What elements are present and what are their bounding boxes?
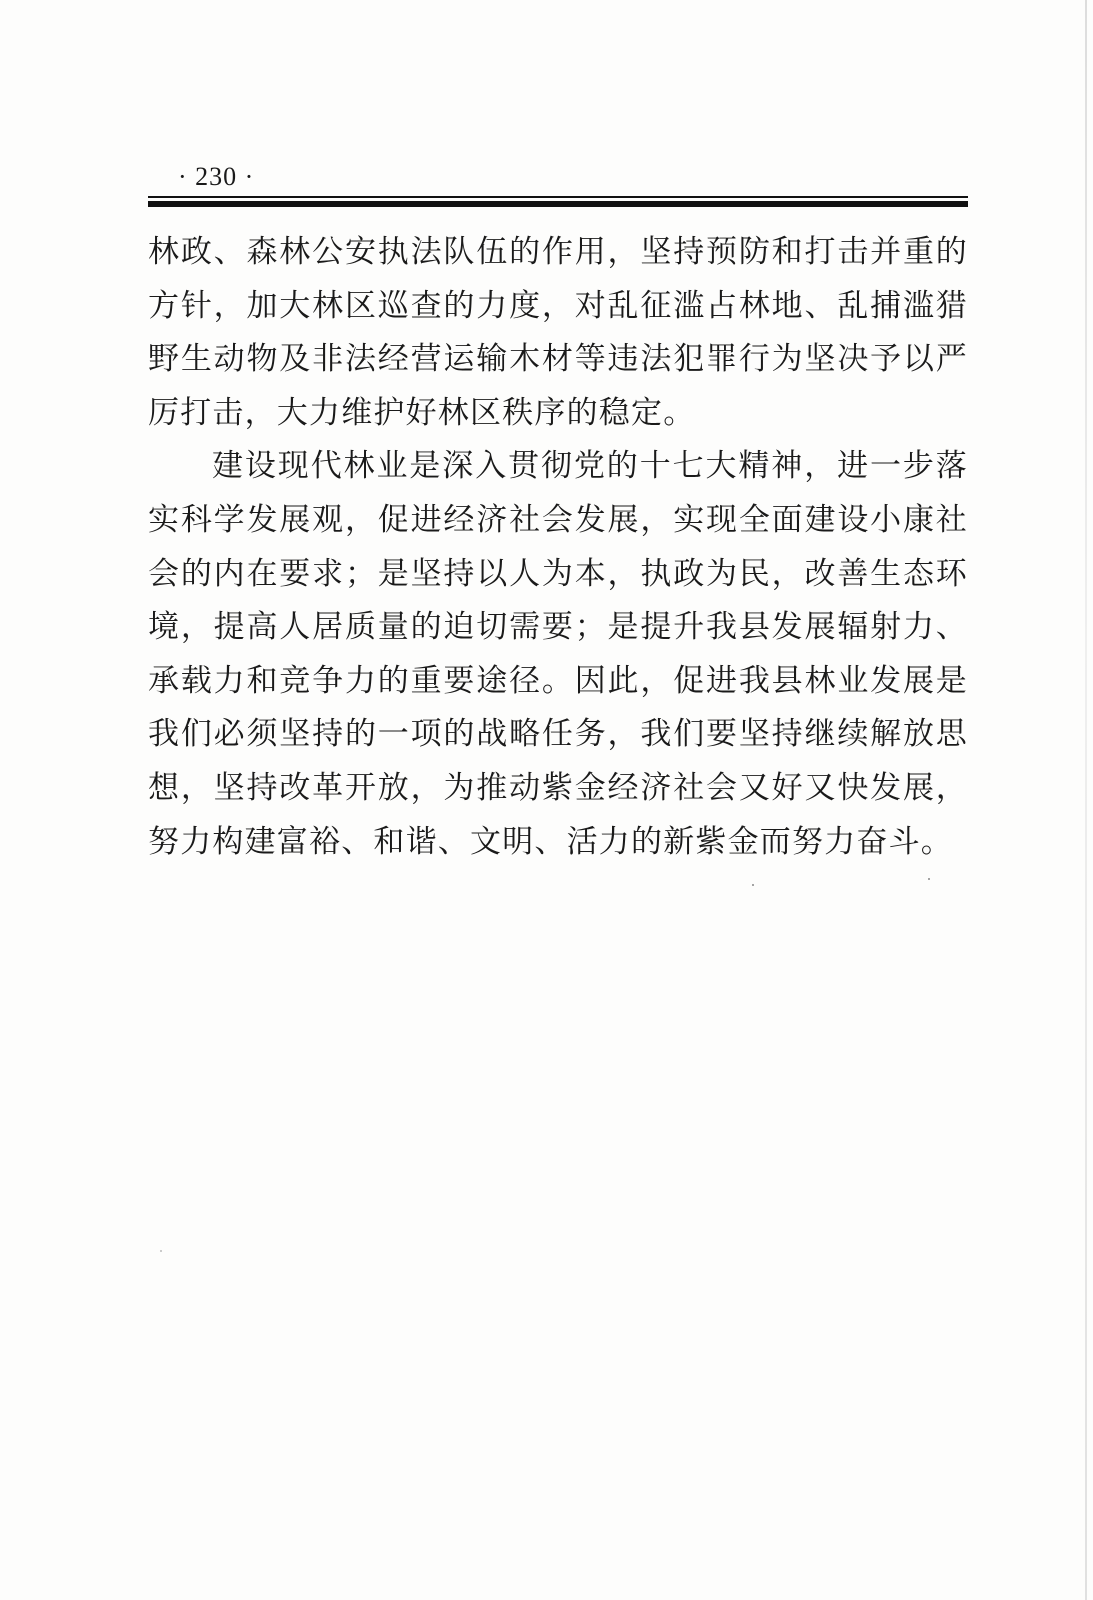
- scan-edge-shadow: [1085, 0, 1087, 1600]
- header-rule-thick: [148, 201, 968, 207]
- page-number: · 230 ·: [178, 162, 255, 191]
- scan-speck: [928, 878, 930, 880]
- paragraph-continued: 林政、森林公安执法队伍的作用，坚持预防和打击并重的方针，加大林区巡查的力度，对乱征滥占林地、乱捕滥猎野生动物及非法经营运输木材等违法犯罪行为坚决予以严厉打击，大力维护好林区秩序的稳定。: [148, 234, 968, 431]
- scan-speck: [752, 884, 754, 886]
- paragraph-modern-forestry: 建设现代林业是深入贯彻党的十七大精神，进一步落实科学发展观，促进经济社会发展，实现全面建设小康社会的内在要求；是坚持以人为本，执政为民，改善生态环境，提高人居质量的迫切需要；是提升我县发展辐射力、承载力和竞争力的重要途径。因此，促进我县林业发展是我们必须坚持的一项的战略任务，我们要坚持继续解放思想，坚持改革开放，为推动紫金经济社会又好又快发展，努力构建富裕、和谐、文明、活力的新紫金而努力奋斗。: [148, 448, 968, 860]
- body-text: [148, 226, 968, 869]
- scan-speck: [160, 1250, 162, 1252]
- header-rule-thin: [148, 196, 968, 198]
- page-header: [148, 160, 968, 212]
